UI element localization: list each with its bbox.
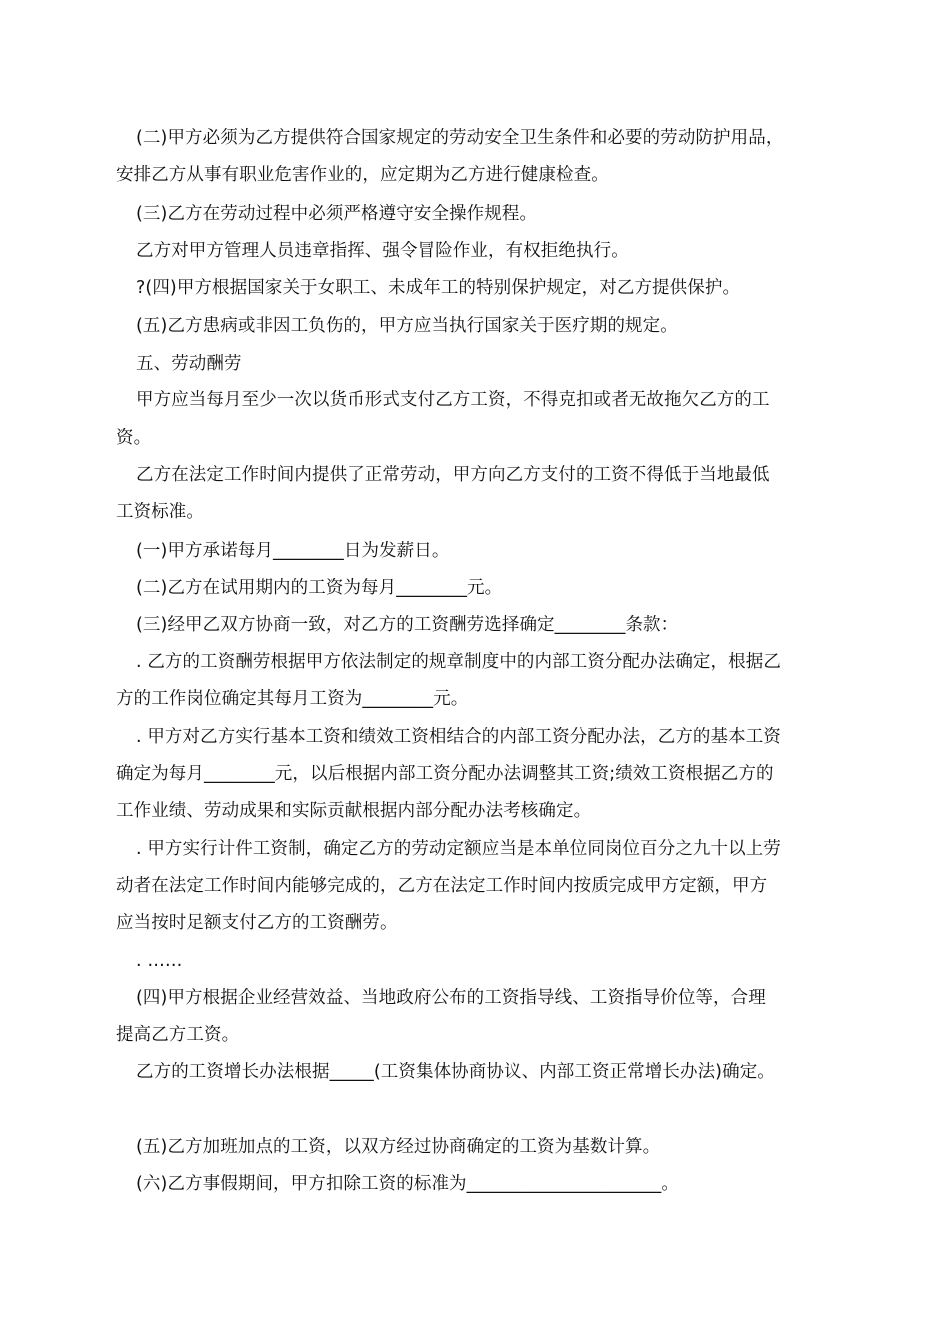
paragraph-line: 工作业绩、劳动成果和实际贡献根据内部分配办法考核确定。 — [116, 801, 592, 821]
section-heading: 五、劳动酬劳 — [136, 354, 242, 374]
paragraph-line: (六)乙方事假期间，甲方扣除工资的标准为______________________。 — [136, 1174, 679, 1194]
paragraph-line: 乙方在法定工作时间内提供了正常劳动，甲方向乙方支付的工资不得低于当地最低 — [136, 465, 770, 485]
paragraph-line: 工资标准。 — [116, 502, 204, 522]
paragraph-line: 安排乙方从事有职业危害作业的，应定期为乙方进行健康检查。 — [116, 165, 609, 185]
paragraph-line: . 甲方对乙方实行基本工资和绩效工资相结合的内部工资分配办法，乙方的基本工资 — [136, 727, 781, 747]
paragraph-line: 确定为每月________元，以后根据内部工资分配办法调整其工资;绩效工资根据乙方的 — [116, 764, 774, 784]
paragraph-line: (一)甲方承诺每月________日为发薪日。 — [136, 541, 450, 561]
paragraph-line: (五)乙方患病或非因工负伤的，甲方应当执行国家关于医疗期的规定。 — [136, 316, 678, 336]
paragraph-line: ?(四)甲方根据国家关于女职工、未成年工的特别保护规定，对乙方提供保护。 — [136, 278, 741, 298]
paragraph-line: . 乙方的工资酬劳根据甲方依法制定的规章制度中的内部工资分配办法确定，根据乙 — [136, 652, 781, 672]
paragraph-line: (五)乙方加班加点的工资，以双方经过协商确定的工资为基数计算。 — [136, 1137, 661, 1157]
paragraph-line: 甲方应当每月至少一次以货币形式支付乙方工资，不得克扣或者无故拖欠乙方的工 — [136, 390, 770, 410]
paragraph-line: 动者在法定工作时间内能够完成的，乙方在法定工作时间内按质完成甲方定额，甲方 — [116, 876, 768, 896]
paragraph-line: (三)乙方在劳动过程中必须严格遵守安全操作规程。 — [136, 204, 538, 224]
paragraph-line: . 甲方实行计件工资制，确定乙方的劳动定额应当是本单位同岗位百分之九十以上劳 — [136, 839, 781, 859]
paragraph-line: (四)甲方根据企业经营效益、当地政府公布的工资指导线、工资指导价位等，合理 — [136, 988, 766, 1008]
paragraph-line: (二)甲方必须为乙方提供符合国家规定的劳动安全卫生条件和必要的劳动防护用品， — [136, 128, 784, 148]
paragraph-line: 资。 — [116, 428, 152, 448]
paragraph-line: 乙方对甲方管理人员违章指挥、强令冒险作业，有权拒绝执行。 — [136, 241, 629, 261]
paragraph-line: 应当按时足额支付乙方的工资酬劳。 — [116, 913, 398, 933]
paragraph-line: 乙方的工资增长办法根据_____(工资集体协商协议、内部工资正常增长办法)确定。 — [136, 1062, 775, 1082]
paragraph-line: (二)乙方在试用期内的工资为每月________元。 — [136, 578, 503, 598]
paragraph-line: 提高乙方工资。 — [116, 1025, 240, 1045]
paragraph-line: (三)经甲乙双方协商一致，对乙方的工资酬劳选择确定________条款： — [136, 615, 679, 635]
paragraph-line: . …… — [136, 951, 183, 971]
paragraph-line: 方的工作岗位确定其每月工资为________元。 — [116, 689, 469, 709]
